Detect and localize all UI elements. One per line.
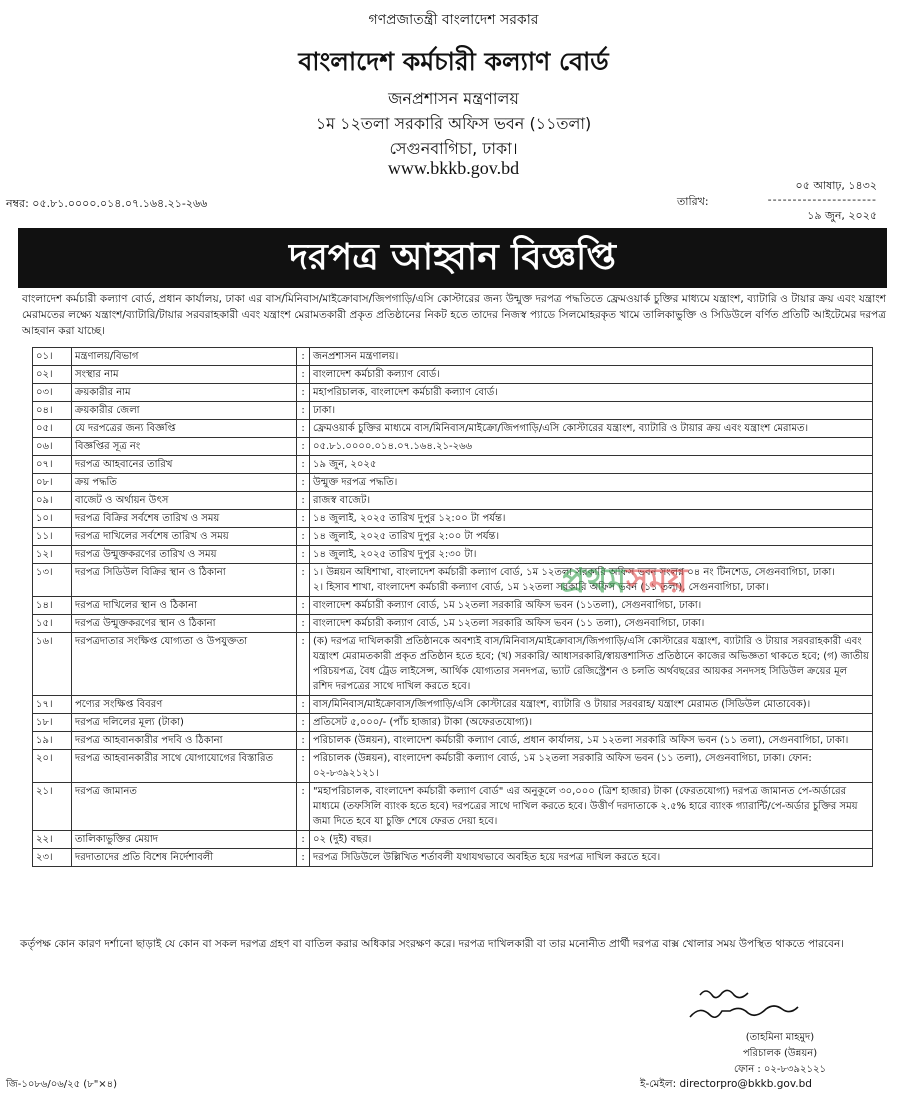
row-colon: :	[297, 384, 310, 402]
row-label: ক্রয়কারীর জেলা	[72, 402, 297, 420]
row-serial: ২২।	[33, 831, 72, 849]
row-colon: :	[297, 615, 310, 633]
row-value-text: "মহাপরিচালক, বাংলাদেশ কর্মচারী কল্যাণ বোর্ড" এর অনুকূলে ৩০,০০০ (ত্রিশ হাজার) টাকা (ফেরতযোগ্য) দরপত্র জামানত পে-অর্ডারের মাধ্যমে (তফসিলি ব্যাংক হতে হবে) দরপত্রের সাথে দাখিল করতে হবে। উত্তীর্ণ দরদাতাকে ২.৫% হারে ব্যাংক গ্যারান্টি/পে-অর্ডার চুক্তির সময় জমা দিতে হবে যা চুক্তি শেষে ফেরত দেয়া হবে।	[313, 786, 858, 827]
area-address: সেগুনবাগিচা, ঢাকা।	[389, 139, 518, 158]
row-value-text: ঢাকা।	[313, 405, 336, 416]
row-value	[310, 849, 873, 867]
row-value-text: ০৫.৮১.০০০০.০১৪.০৭.১৬৪.২১-২৬৬	[313, 441, 473, 452]
row-serial: ০৪।	[33, 402, 72, 420]
row-serial: ১১।	[33, 528, 72, 546]
row-value	[310, 366, 873, 384]
row-colon: :	[297, 474, 310, 492]
row-value	[310, 456, 873, 474]
row-label: দরপত্রদাতার সংক্ষিপ্ত যোগ্যতা ও উপযুক্ততা	[72, 633, 297, 696]
row-value-text: রাজস্ব বাজেট।	[313, 495, 371, 506]
table-row	[33, 597, 873, 615]
row-label: দরপত্র আহবানকারীর সাথে যোগাযোগের বিস্তারিত	[72, 750, 297, 783]
row-label: সংস্থার নাম	[72, 366, 297, 384]
row-value-text: ১৪ জুলাই, ২০২৫ তারিখ দুপুর ১২:০০ টা পর্যন্ত।	[313, 513, 506, 524]
signature-image	[660, 985, 860, 1029]
row-colon: :	[297, 420, 310, 438]
row-label: বাজেট ও অর্থায়ন উৎস	[72, 492, 297, 510]
row-serial: ০৭।	[33, 456, 72, 474]
row-serial: ১৪।	[33, 597, 72, 615]
table-row	[33, 714, 873, 732]
row-serial: ১৩।	[33, 564, 72, 597]
date-bangla: ০৫ আষাঢ়, ১৪৩২	[795, 179, 877, 192]
row-colon: :	[297, 633, 310, 696]
row-value-text: মহাপরিচালক, বাংলাদেশ কর্মচারী কল্যাণ বোর্ড।	[313, 387, 498, 398]
row-label: বিজ্ঞপ্তির সূত্র নং	[72, 438, 297, 456]
row-colon: :	[297, 492, 310, 510]
row-serial: ১০।	[33, 510, 72, 528]
row-value-text: উন্মুক্ত দরপত্র পদ্ধতি।	[313, 477, 398, 488]
signatory-designation: পরিচালক (উন্নয়ন)	[742, 1048, 818, 1059]
table-row	[33, 474, 873, 492]
row-serial: ১৯।	[33, 732, 72, 750]
memo-number: নম্বর: ০৫.৮১.০০০০.০১৪.০৭.১৬৪.২১-২৬৬	[6, 197, 208, 210]
date-divider: ----------------------	[767, 193, 877, 206]
row-serial: ২০।	[33, 750, 72, 783]
row-value-text: প্রতিসেট ৫,০০০/- (পাঁচ হাজার) টাকা (অফেরতযোগ্য)।	[313, 717, 533, 728]
row-value	[310, 384, 873, 402]
table-row	[33, 633, 873, 696]
footer-note: কর্তৃপক্ষ কোন কারণ দর্শানো ছাড়াই যে কোন বা সকল দরপত্র গ্রহণ বা বাতিল করার অধিকার সংরক্ষণ করে। দরপত্র দাখিলকারী বা তার মনোনীত প্রার্থী দরপত্র বাক্স খোলার সময় উপস্থিত থাকতে পারবেন।	[20, 938, 845, 950]
row-value	[310, 750, 873, 783]
row-value	[310, 633, 873, 696]
row-colon: :	[297, 456, 310, 474]
row-colon: :	[297, 438, 310, 456]
row-colon: :	[297, 831, 310, 849]
row-serial: ০৬।	[33, 438, 72, 456]
row-colon: :	[297, 783, 310, 831]
row-serial: ০২।	[33, 366, 72, 384]
row-label: তালিকাভুক্তির মেয়াদ	[72, 831, 297, 849]
signatory-phone: ফোন : ০২-৮৩৯২১২১	[733, 1064, 827, 1075]
notice-banner: দরপত্র আহ্বান বিজ্ঞপ্তি	[18, 228, 887, 288]
row-label: দরপত্র উন্মুক্তকরণের তারিখ ও সময়	[72, 546, 297, 564]
row-colon: :	[297, 546, 310, 564]
row-value	[310, 420, 873, 438]
row-colon: :	[297, 714, 310, 732]
date-label: তারিখ:	[677, 195, 709, 208]
row-value	[310, 732, 873, 750]
ministry: জনপ্রশাসন মন্ত্রণালয়	[388, 89, 519, 108]
table-row	[33, 402, 873, 420]
row-value-text: বাংলাদেশ কর্মচারী কল্যাণ বোর্ড।	[313, 369, 440, 380]
table-row	[33, 420, 873, 438]
table-row	[33, 564, 873, 597]
row-value-text: জনপ্রশাসন মন্ত্রণালয়।	[313, 351, 399, 362]
row-value-text: পরিচালক (উন্নয়ন), বাংলাদেশ কর্মচারী কল্যাণ বোর্ড, ১ম ১২তলা সরকারি অফিস ভবন (১১ তলা), সেগুনবাগিচা, ঢাকা। ফোন: ০২-৮৩৯২১২১।	[313, 753, 812, 779]
table-row	[33, 384, 873, 402]
table-row	[33, 492, 873, 510]
row-label: মন্ত্রণালয়/বিভাগ	[72, 348, 297, 366]
row-value-text: ১৯ জুন, ২০২৫	[313, 459, 377, 470]
table-row	[33, 696, 873, 714]
row-label: দরপত্র বিক্রির সর্বশেষ তারিখ ও সময়	[72, 510, 297, 528]
signatory-name: (তাহমিনা মাহমুদ)	[745, 1032, 815, 1043]
row-colon: :	[297, 732, 310, 750]
row-colon: :	[297, 750, 310, 783]
row-colon: :	[297, 696, 310, 714]
table-row	[33, 528, 873, 546]
table-row	[33, 783, 873, 831]
row-colon: :	[297, 510, 310, 528]
row-value-text: ১৪ জুলাই, ২০২৫ তারিখ দুপুর ২:৩০ টা।	[313, 549, 477, 560]
row-label: ক্রয় পদ্ধতি	[72, 474, 297, 492]
org-title: বাংলাদেশ কর্মচারী কল্যাণ বোর্ড	[298, 47, 609, 76]
row-value-text-2: ২। হিসাব শাখা, বাংলাদেশ কর্মচারী কল্যাণ বোর্ড, ১ম ১২তলা সরকারি অফিস ভবন (১১ তলা), সেগুনবাগিচা, ঢাকা।	[313, 582, 769, 593]
table-row	[33, 849, 873, 867]
row-serial: ০৩।	[33, 384, 72, 402]
building-address: ১ম ১২তলা সরকারি অফিস ভবন (১১তলা)	[315, 114, 592, 133]
table-row	[33, 546, 873, 564]
row-colon: :	[297, 402, 310, 420]
intro-paragraph: বাংলাদেশ কর্মচারী কল্যাণ বোর্ড, প্রধান কার্যালয়, ঢাকা এর বাস/মিনিবাস/মাইক্রোবাস/জিপগাড়ি/এসি কোস্টারের জন্য উন্মুক্ত দরপত্র পদ্ধতিতে ফ্রেমওয়ার্ক চুক্তির মাধ্যমে যন্ত্রাংশ, ব্যাটারি ও টায়ার ক্রয় এবং যন্ত্রাংশ মেরামতের লক্ষ্যে যন্ত্রাংশ/ব্যাটারি/টায়ার সরবরাহকারী এবং যন্ত্রাংশ মেরামতকারী প্রকৃত প্রতিষ্ঠানের নিকট হতে তাদের নিজস্ব প্যাডে সিলমোহরকৃত খামে তালিকাভুক্তি ও সিডিউলে বর্ণিত প্রতিটি আইটেমের দরপত্র আহবান করা যাচ্ছে।	[22, 293, 886, 337]
row-serial: ১৭।	[33, 696, 72, 714]
date-english: ১৯ জুন, ২০২৫	[807, 209, 877, 222]
row-label: দরপত্র সিডিউল বিক্রির স্থান ও ঠিকানা	[72, 564, 297, 597]
tender-details-table	[32, 347, 873, 867]
row-value-text: ১৪ জুলাই, ২০২৫ তারিখ দুপুর ২:০০ টা পর্যন্ত।	[313, 531, 500, 542]
row-value	[310, 348, 873, 366]
row-value	[310, 696, 873, 714]
signatory-email[interactable]: ই-মেইল: directorpro@bkkb.gov.bd	[640, 1078, 812, 1090]
row-value-text: দরপত্র সিডিউলে উল্লিখিত শর্তাবলী যথাযথভাবে অবহিত হয়ে দরপত্র দাখিল করতে হবে।	[313, 852, 661, 863]
row-value-text: (ক) দরপত্র দাখিলকারী প্রতিষ্ঠানকে অবশ্যই বাস/মিনিবাস/মাইক্রোবাস/জিপগাড়ি/এসি কোস্টারের যন্ত্রাংশ, ব্যাটারি ও টায়ার সরবরাহকারী এবং যন্ত্রাংশ মেরামতকারী প্রকৃত প্রতিষ্ঠান হতে হবে; (খ) সরকারি/ আধাসরকারি/স্বায়ত্তশাসিত প্রতিষ্ঠানে কাজের অভিজ্ঞতা থাকতে হবে; (গ) জাতীয় পরিচয়পত্র, বৈধ ট্রেড লাইসেন্স, আর্থিক যোগ্যতার সনদপত্র, ভ্যাট রেজিস্ট্রেশন ও চলতি অর্থবছরের আয়কর সনদসহ সিডিউল ক্রয়ের মূল রশিদ দরপত্রের সাথে দাখিল করতে হবে।	[313, 636, 869, 692]
table-row	[33, 750, 873, 783]
print-ref: জি-১০৮৬/০৬/২৫ (৮"×৪)	[6, 1079, 118, 1090]
row-serial: ০৮।	[33, 474, 72, 492]
table-row	[33, 615, 873, 633]
row-colon: :	[297, 366, 310, 384]
row-colon: :	[297, 597, 310, 615]
row-value-text: ০২ (দুই) বছর।	[313, 834, 372, 845]
row-value	[310, 831, 873, 849]
row-label: দরপত্র দাখিলের সর্বশেষ তারিখ ও সময়	[72, 528, 297, 546]
row-label: দরপত্র দলিলের মূল্য (টাকা)	[72, 714, 297, 732]
row-value	[310, 510, 873, 528]
row-value-text: বাংলাদেশ কর্মচারী কল্যাণ বোর্ড, ১ম ১২তলা সরকারি অফিস ভবন (১১তলা), সেগুনবাগিচা, ঢাকা।	[313, 600, 702, 611]
row-serial: ২১।	[33, 783, 72, 831]
row-label: দরপত্র জামানত	[72, 783, 297, 831]
row-value	[310, 438, 873, 456]
row-serial: ০১।	[33, 348, 72, 366]
row-label: দরপত্র আহবানকারীর পদবি ও ঠিকানা	[72, 732, 297, 750]
row-colon: :	[297, 849, 310, 867]
row-value	[310, 714, 873, 732]
row-value-text: বাংলাদেশ কর্মচারী কল্যাণ বোর্ড, ১ম ১২তলা সরকারি অফিস ভবন (১১ তলা), সেগুনবাগিচা, ঢাকা।	[313, 618, 705, 629]
row-value-text: ১। উন্নয়ন অধিশাখা, বাংলাদেশ কর্মচারী কল্যাণ বোর্ড, ১ম ১২তলা সরকারি অফিস ভবন সংলগ্ন ০৪ নং টিনশেড, সেগুনবাগিচা, ঢাকা।	[313, 567, 835, 578]
row-colon: :	[297, 528, 310, 546]
row-serial: ১৬।	[33, 633, 72, 696]
row-value	[310, 528, 873, 546]
govt-title: গণপ্রজাতন্ত্রী বাংলাদেশ সরকার	[368, 12, 539, 28]
row-label: দরদাতাদের প্রতি বিশেষ নির্দেশাবলী	[72, 849, 297, 867]
row-label: পণ্যের সংক্ষিপ্ত বিবরণ	[72, 696, 297, 714]
row-value	[310, 402, 873, 420]
row-label: দরপত্র আহবানের তারিখ	[72, 456, 297, 474]
table-row	[33, 732, 873, 750]
watermark: প্রথমসময়	[560, 561, 688, 601]
table-row	[33, 456, 873, 474]
row-label: যে দরপত্রের জন্য বিজ্ঞপ্তি	[72, 420, 297, 438]
row-value	[310, 783, 873, 831]
row-value	[310, 615, 873, 633]
row-label: ক্রয়কারীর নাম	[72, 384, 297, 402]
table-row	[33, 348, 873, 366]
row-serial: ২৩।	[33, 849, 72, 867]
row-colon: :	[297, 564, 310, 597]
table-row	[33, 438, 873, 456]
row-serial: ১৮।	[33, 714, 72, 732]
table-row	[33, 366, 873, 384]
row-value-text: বাস/মিনিবাস/মাইক্রোবাস/জিপগাড়ি/এসি কোস্টারের যন্ত্রাংশ, ব্যাটারি ও টায়ার সরবরাহ/ যন্ত্রাংশ মেরামত (সিডিউল মোতাবেক)।	[313, 699, 811, 710]
row-label: দরপত্র উন্মুক্তকরণের স্থান ও ঠিকানা	[72, 615, 297, 633]
table-row	[33, 510, 873, 528]
row-serial: ১৫।	[33, 615, 72, 633]
website-link[interactable]: www.bkkb.gov.bd	[387, 158, 520, 178]
table-row	[33, 831, 873, 849]
row-serial: ০৫।	[33, 420, 72, 438]
row-value-text: পরিচালক (উন্নয়ন), বাংলাদেশ কর্মচারী কল্যাণ বোর্ড, প্রধান কার্যালয়, ১ম ১২তলা সরকারি অফিস ভবন (১১ তলা), সেগুনবাগিচা, ঢাকা।	[313, 735, 849, 746]
row-value	[310, 474, 873, 492]
row-label: দরপত্র দাখিলের স্থান ও ঠিকানা	[72, 597, 297, 615]
row-serial: ০৯।	[33, 492, 72, 510]
row-serial: ১২।	[33, 546, 72, 564]
row-colon: :	[297, 348, 310, 366]
row-value	[310, 492, 873, 510]
row-value-text: ফ্রেমওয়ার্ক চুক্তির মাধ্যমে বাস/মিনিবাস/মাইক্রো/জিপগাড়ি/এসি কোস্টারের যন্ত্রাংশ, ব্যাটারি ও টায়ার ক্রয় এবং যন্ত্রাংশ মেরামত।	[313, 423, 809, 434]
